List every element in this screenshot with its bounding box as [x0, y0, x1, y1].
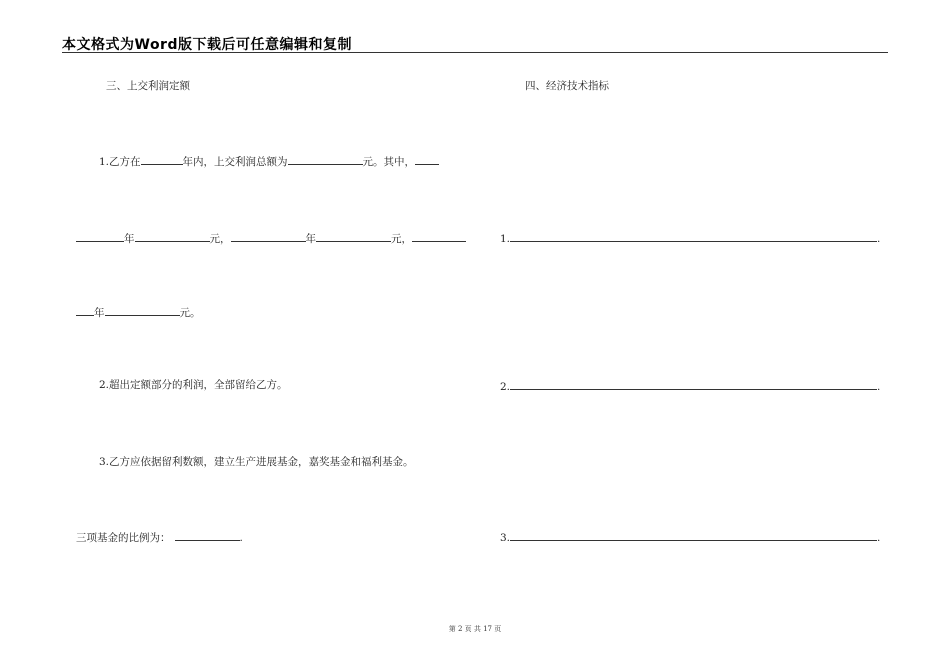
blank-indicator-field: [510, 529, 877, 541]
indicator-item-2: [500, 378, 880, 394]
blank-amount-field: [316, 230, 391, 242]
text-segment: 1.乙方在: [99, 156, 141, 168]
blank-amount-field: [135, 230, 210, 242]
section-title-tech-indicators: 四、经济技术指标: [525, 80, 609, 92]
indicator-item-1: [500, 230, 880, 246]
clause-funds: 3.乙方应依据留利数额，建立生产进展基金，嘉奖基金和福利基金。: [99, 456, 414, 468]
document-header-title: 本文格式为Word版下载后可任意编辑和复制: [62, 37, 352, 53]
blank-year-field: [412, 230, 466, 242]
blank-year-field: [76, 230, 124, 242]
blank-field: [415, 153, 439, 165]
paragraph-last-year: [76, 304, 201, 320]
header-divider: [62, 52, 888, 53]
indicator-item-3: [500, 529, 880, 545]
indicator-number: 2.: [500, 381, 511, 393]
blank-year-field: [76, 304, 94, 316]
text-segment: 年: [305, 233, 316, 245]
text-segment: .: [877, 233, 881, 245]
blank-ratio-field: [175, 529, 240, 541]
text-segment: .: [239, 532, 243, 544]
clause-excess-profit: 2.超出定额部分的利润，全部留给乙方。: [99, 379, 288, 391]
section-title-profit-quota: 三、上交利润定额: [106, 80, 190, 92]
indicator-number: 3.: [500, 532, 511, 544]
blank-indicator-field: [510, 230, 877, 242]
text-segment: 元，: [391, 233, 412, 245]
indicator-number: 1.: [500, 233, 511, 245]
text-segment: .: [877, 532, 881, 544]
page-number-footer: 第 2 页 共 17 页: [448, 625, 502, 633]
paragraph-fund-ratio: [76, 529, 243, 545]
fund-ratio-label: 三项基金的比例为：: [76, 532, 171, 544]
paragraph-total-profit: [99, 153, 439, 169]
text-segment: 年: [94, 307, 105, 319]
blank-amount-field: [105, 304, 180, 316]
text-segment: 元，: [209, 233, 231, 245]
blank-years-field: [141, 153, 183, 165]
blank-year-field: [231, 230, 306, 242]
blank-total-amount-field: [288, 153, 363, 165]
text-segment: 年: [124, 233, 135, 245]
text-segment: 元。: [179, 307, 201, 319]
text-segment: 年内，上交利润总额为: [182, 156, 288, 168]
text-segment: .: [877, 381, 881, 393]
paragraph-yearly-breakdown: [76, 230, 466, 246]
blank-indicator-field: [510, 378, 877, 390]
text-segment: 元。其中，: [362, 156, 416, 168]
